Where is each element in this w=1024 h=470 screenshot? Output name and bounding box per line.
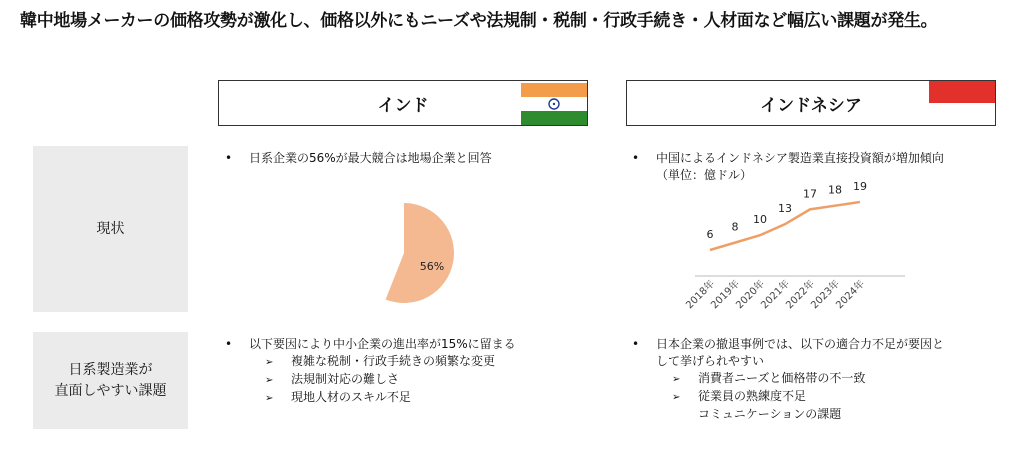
sub-item: ➢ 従業員の熟練度不足	[672, 388, 1012, 406]
india-flag-icon	[521, 83, 587, 125]
sub-item: ➢ 複雑な税制・行政手続きの頻繁な変更	[265, 353, 615, 371]
sub-item: ➢ 消費者ニーズと価格帯の不一致	[672, 370, 1012, 388]
data-label: 13	[778, 202, 792, 216]
india-current-text: 日系企業の56%が最大競合は地場企業と回答	[249, 151, 492, 165]
pie-slice-label: 56%	[419, 260, 445, 273]
country-header-indonesia	[626, 80, 996, 126]
x-tick-label: 2023年	[809, 278, 843, 312]
data-label: 10	[753, 213, 767, 227]
x-tick-label: 2020年	[734, 278, 768, 312]
indonesia-line-chart	[660, 180, 920, 320]
arrow-icon: ➢	[672, 374, 681, 385]
india-challenges-bullet	[225, 336, 615, 407]
pie-slice-56	[386, 203, 454, 303]
sub-item: ➢ 法規制対応の難しさ	[265, 371, 615, 389]
sub-item: ➢ 現地人材のスキル不足	[265, 389, 615, 407]
x-tick-label: 2021年	[759, 278, 793, 312]
data-label: 6	[706, 228, 714, 241]
row-label-current	[33, 146, 188, 312]
indonesia-challenges-text: 日本企業の撤退事例では、以下の適合力不足が要因と して挙げられやすい	[656, 337, 945, 368]
bullet-dot: •	[225, 337, 233, 351]
arrow-icon: ➢	[265, 357, 274, 368]
bullet-dot: •	[632, 337, 640, 351]
data-label: 17	[803, 187, 817, 201]
india-pie-chart	[370, 195, 470, 307]
x-tick-label: 2024年	[834, 278, 868, 312]
sub-item-extra: コミュニケーションの課題	[698, 407, 842, 421]
page-headline: 韓中地場メーカーの価格攻勢が激化し、価格以外にもニーズや法規制・税制・行政手続き・人材面など幅広い課題が発生。	[20, 11, 938, 31]
row-label-current-text: 現状	[96, 220, 125, 237]
bullet-dot: •	[632, 151, 640, 165]
india-challenges-text: 以下要因により中小企業の進出率が15%に留まる	[249, 337, 516, 351]
x-tick-label: 2019年	[709, 278, 743, 312]
india-current-bullet	[225, 150, 605, 167]
country-header-india	[218, 80, 588, 126]
arrow-icon: ➢	[265, 375, 274, 386]
indonesia-current-text: 中国によるインドネシア製造業直接投資額が増加傾向 （単位：億ドル）	[656, 151, 944, 182]
indonesia-current-bullet	[632, 150, 1012, 184]
data-label: 19	[853, 180, 867, 193]
arrow-icon: ➢	[265, 393, 274, 404]
indonesia-flag-icon	[929, 81, 995, 125]
x-tick-label: 2022年	[784, 278, 818, 312]
x-tick-label: 2018年	[684, 278, 718, 312]
arrow-icon: ➢	[672, 392, 681, 403]
data-label: 18	[828, 183, 842, 197]
row-label-challenges	[33, 332, 188, 429]
country-name-indonesia: インドネシア	[760, 95, 862, 116]
bullet-dot: •	[225, 151, 233, 165]
data-label: 8	[731, 220, 739, 234]
indonesia-challenges-bullet	[632, 336, 1012, 423]
row-label-challenges-text: 日系製造業が 直面しやすい課題	[54, 361, 167, 399]
country-name-india: インド	[377, 95, 429, 116]
